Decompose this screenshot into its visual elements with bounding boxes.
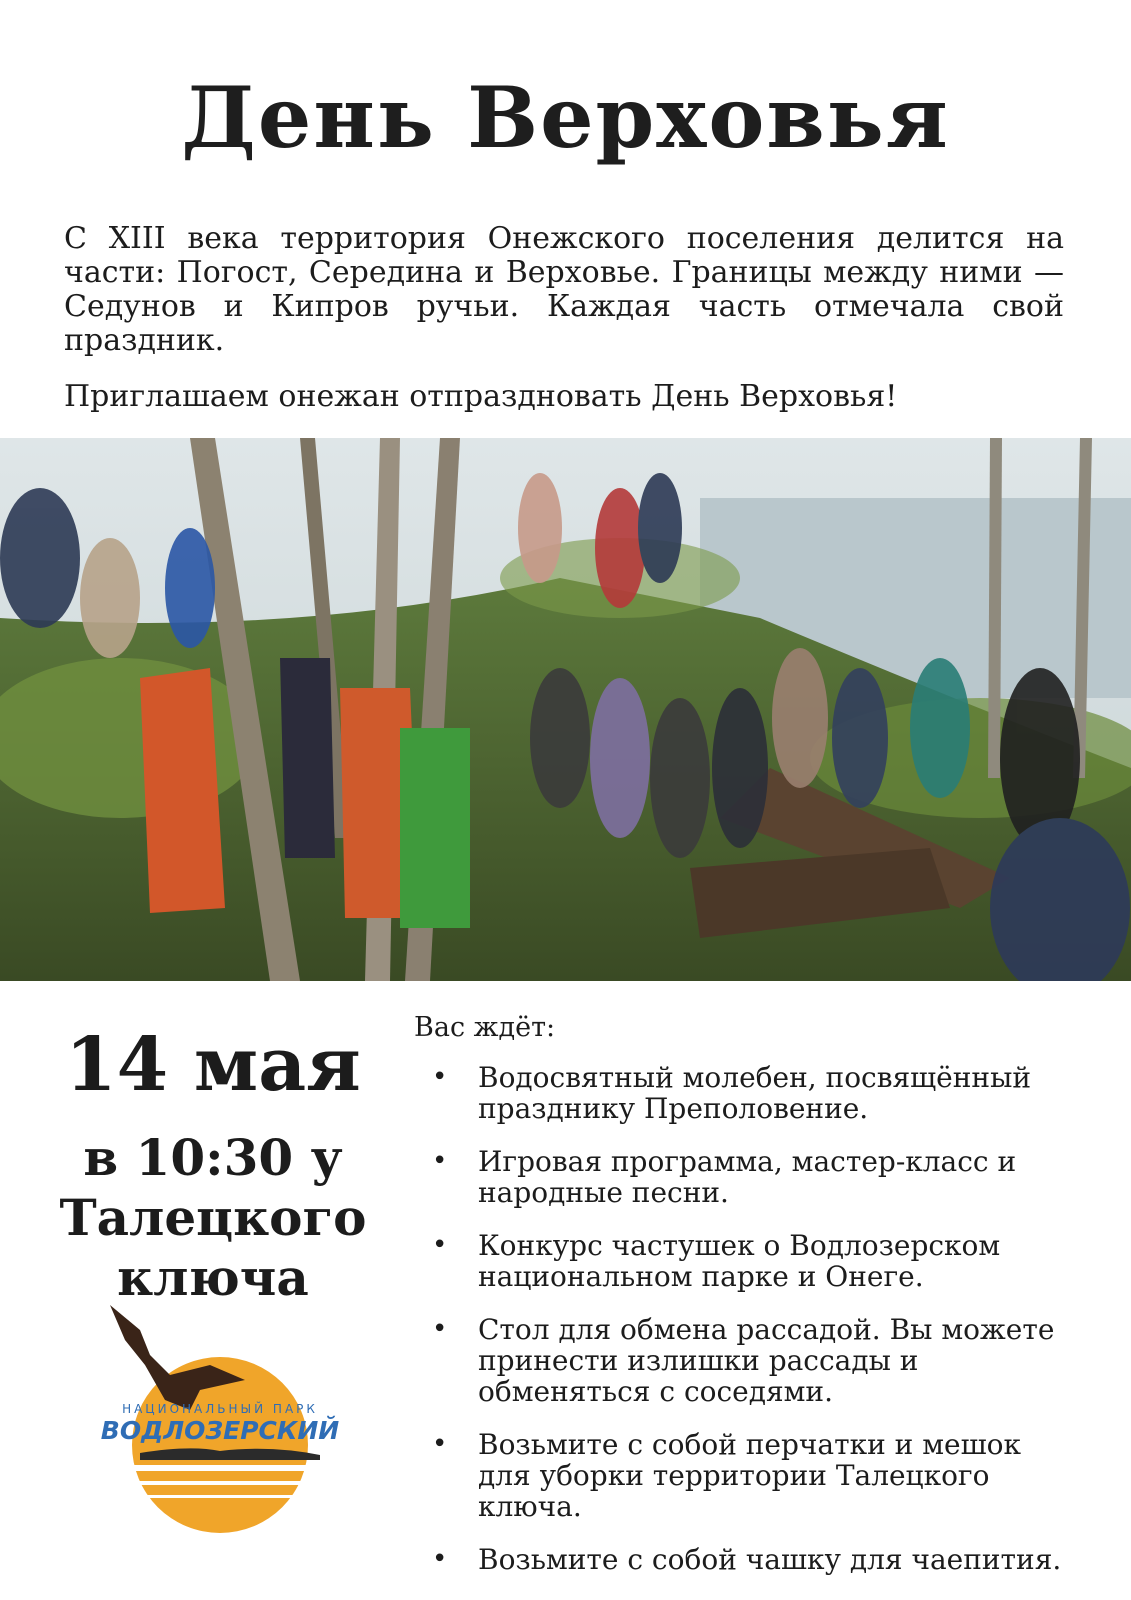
event-photo bbox=[0, 438, 1131, 981]
invitation-text: Приглашаем онежан отпраздновать День Верховья! bbox=[64, 379, 898, 414]
event-time-place bbox=[28, 1128, 398, 1308]
list-item bbox=[420, 1314, 1080, 1407]
program-item-text: Возьмите с собой чашку для чаепития. bbox=[478, 1543, 1062, 1576]
bullet-icon: • bbox=[432, 1429, 448, 1459]
event-time-line1: в 10:30 у bbox=[83, 1128, 343, 1187]
program-item-text: Водосвятный молебен, посвящённый празднику Преполовение. bbox=[478, 1061, 1032, 1125]
event-place-line2: Талецкого bbox=[59, 1188, 367, 1247]
list-item bbox=[420, 1429, 1080, 1522]
logo-top-text: НАЦИОНАЛЬНЫЙ ПАРК bbox=[122, 1402, 318, 1416]
event-date: 14 мая bbox=[65, 1022, 361, 1108]
program-item-text: Возьмите с собой перчатки и мешок для уборки территории Талецкого ключа. bbox=[478, 1428, 1021, 1523]
park-logo bbox=[70, 1305, 360, 1545]
event-place-line3: ключа bbox=[117, 1248, 309, 1307]
program-item-text: Конкурс частушек о Водлозерском национальном парке и Онеге. bbox=[478, 1229, 1001, 1293]
page-title: День Верховья bbox=[181, 68, 950, 167]
bullet-icon: • bbox=[432, 1230, 448, 1260]
list-item bbox=[420, 1230, 1080, 1292]
bullet-icon: • bbox=[432, 1544, 448, 1574]
program-label: Вас ждёт: bbox=[414, 1012, 556, 1043]
bullet-icon: • bbox=[432, 1314, 448, 1344]
bullet-icon: • bbox=[432, 1062, 448, 1092]
intro-paragraph: С XIII века территория Онежского поселения делится на части: Погост, Середина и Верховье. Границы между ними — Седунов и Кипров ручьи. Каждая часть отмечала свой праздник. bbox=[64, 221, 1064, 358]
program-item-text: Стол для обмена рассадой. Вы можете принести излишки рассады и обменяться с соседями. bbox=[478, 1313, 1055, 1408]
logo-name: ВОДЛОЗЕРСКИЙ bbox=[100, 1416, 340, 1445]
program-list bbox=[420, 1062, 1080, 1597]
bullet-icon: • bbox=[432, 1146, 448, 1176]
program-item-text: Игровая программа, мастер-класс и народные песни. bbox=[478, 1145, 1017, 1209]
list-item bbox=[420, 1544, 1080, 1575]
list-item bbox=[420, 1146, 1080, 1208]
list-item bbox=[420, 1062, 1080, 1124]
